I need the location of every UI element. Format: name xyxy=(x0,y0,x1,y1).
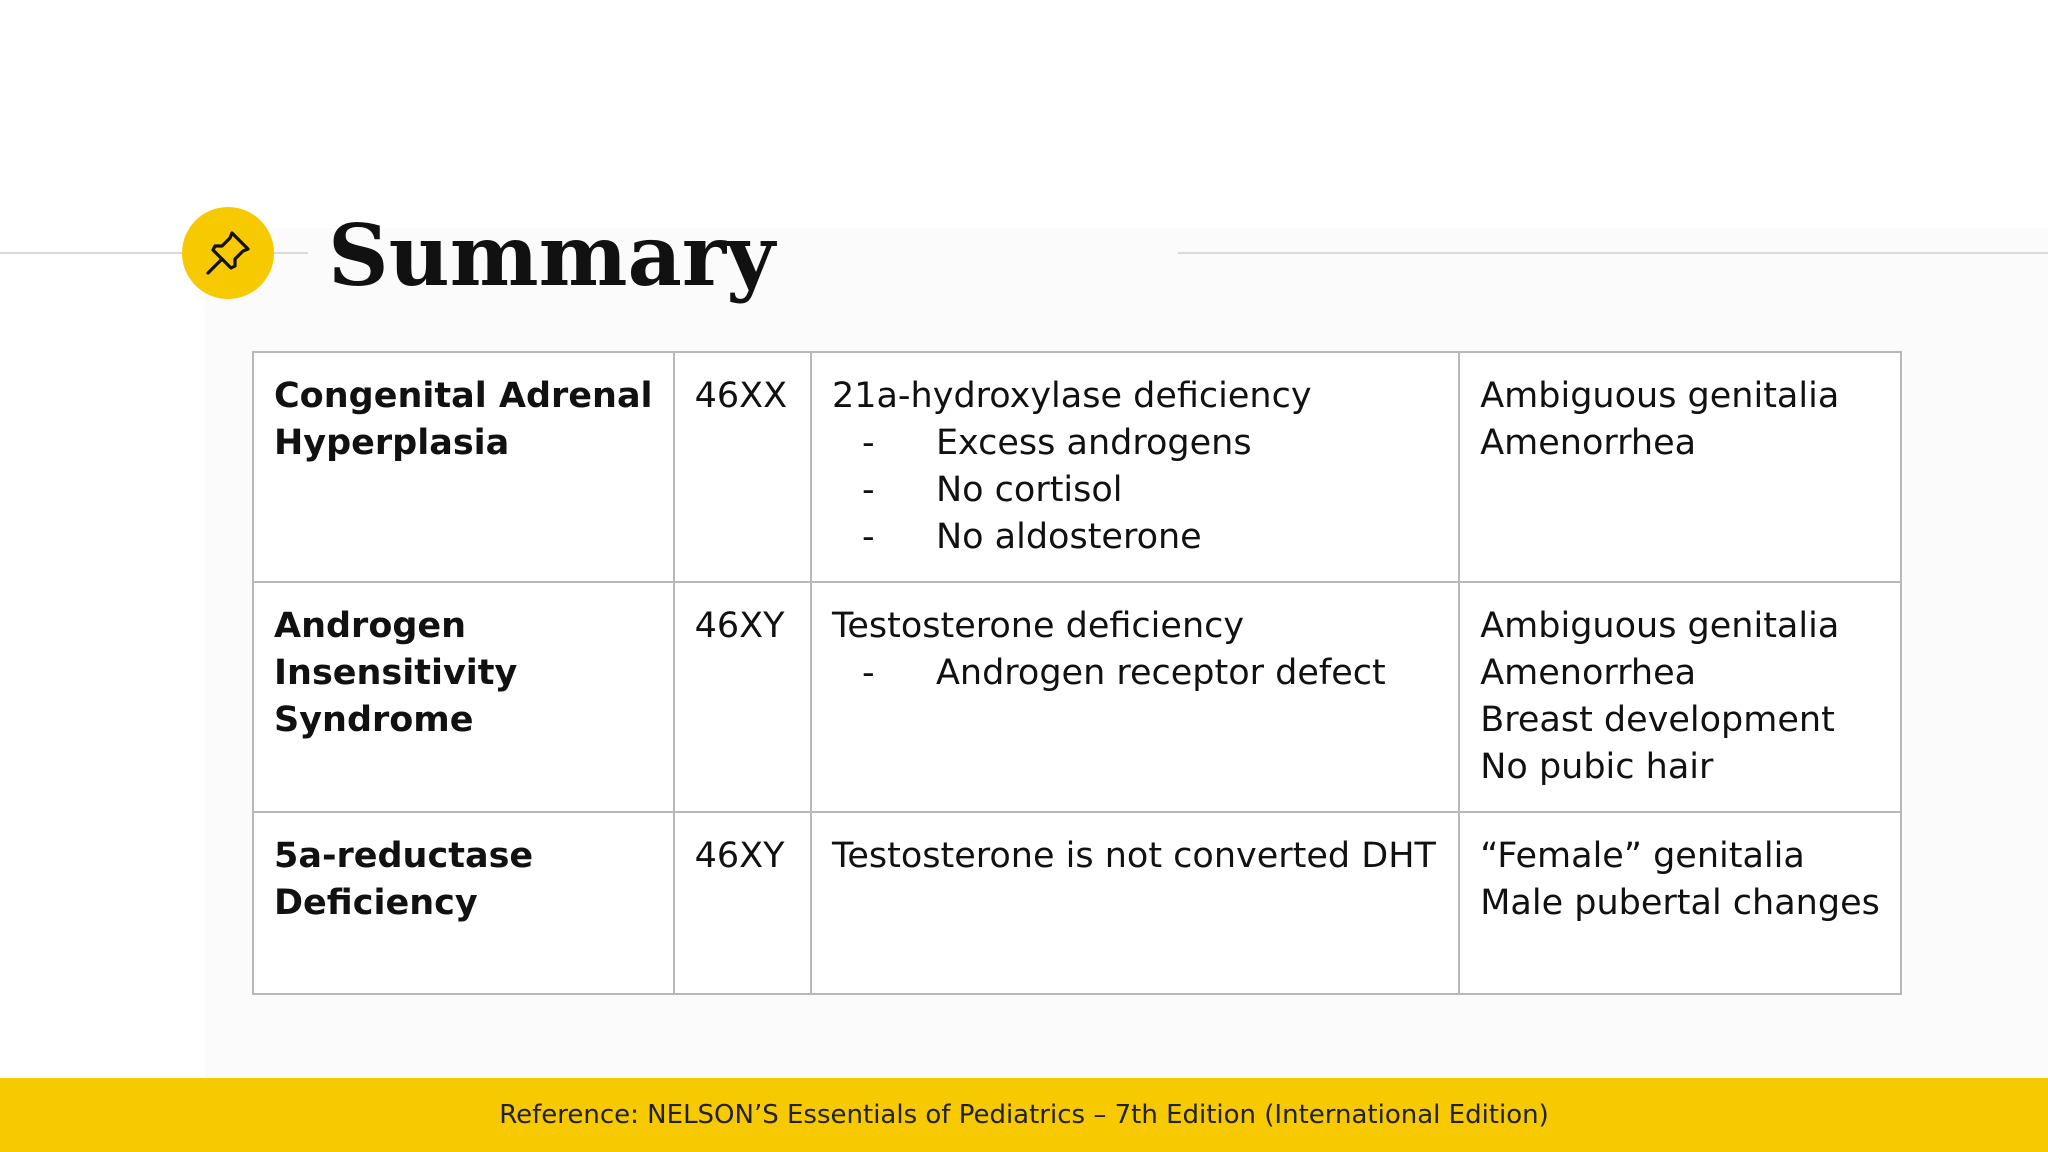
page-title: Summary xyxy=(328,206,775,305)
bullet-dash: - xyxy=(861,423,875,463)
finding-line: “Female” genitalia xyxy=(1480,836,1805,876)
cause-text: 21a-hydroxylase deficiency xyxy=(831,376,1312,416)
condition-cell xyxy=(253,812,674,994)
cause-cell xyxy=(811,582,1459,812)
pushpin-badge xyxy=(182,207,274,299)
condition-line: Deficiency xyxy=(274,883,478,923)
condition-line: 5a-reductase xyxy=(274,836,534,876)
cause-cell xyxy=(811,352,1459,582)
findings-cell xyxy=(1459,582,1901,812)
bullet-text: No cortisol xyxy=(935,470,1123,510)
finding-line: Amenorrhea xyxy=(1480,423,1697,463)
cause-cell xyxy=(811,812,1459,994)
header-rule-right xyxy=(1178,252,2048,254)
table-row xyxy=(253,352,1901,582)
summary-table xyxy=(252,351,1902,995)
findings-cell xyxy=(1459,352,1901,582)
pushpin-icon xyxy=(200,225,256,281)
condition-line: Hyperplasia xyxy=(274,423,510,463)
bullet-text: Androgen receptor defect xyxy=(935,653,1386,693)
bullet-item xyxy=(832,467,1438,514)
condition-cell xyxy=(253,582,674,812)
findings-cell xyxy=(1459,812,1901,994)
karyotype-cell: 46XX xyxy=(674,352,811,582)
table-row xyxy=(253,582,1901,812)
finding-line: Ambiguous genitalia xyxy=(1480,376,1840,416)
finding-line: No pubic hair xyxy=(1480,747,1714,787)
reference-text: Reference: NELSON’S Essentials of Pediatrics – 7th Edition (International Edition) xyxy=(499,1100,1549,1130)
bullet-item xyxy=(832,650,1438,697)
bullet-dash: - xyxy=(861,470,875,510)
bullet-text: No aldosterone xyxy=(935,517,1202,557)
cause-text: Testosterone deficiency xyxy=(831,606,1245,646)
bullet-item xyxy=(832,420,1438,467)
table-row xyxy=(253,812,1901,994)
bullet-dash: - xyxy=(861,517,875,557)
condition-line: Androgen xyxy=(274,606,467,646)
bullet-item xyxy=(832,514,1438,561)
condition-cell xyxy=(253,352,674,582)
karyotype-cell: 46XY xyxy=(674,582,811,812)
bullet-text: Excess androgens xyxy=(935,423,1252,463)
karyotype-cell: 46XY xyxy=(674,812,811,994)
reference-footer xyxy=(0,1078,2048,1152)
condition-line: Congenital Adrenal xyxy=(274,376,653,416)
finding-line: Breast development xyxy=(1480,700,1835,740)
cause-text: Testosterone is not converted DHT xyxy=(831,836,1436,876)
condition-line: Syndrome xyxy=(274,700,474,740)
finding-line: Ambiguous genitalia xyxy=(1480,606,1840,646)
finding-line: Amenorrhea xyxy=(1480,653,1697,693)
finding-line: Male pubertal changes xyxy=(1480,883,1880,923)
condition-line: Insensitivity xyxy=(274,653,518,693)
bullet-dash: - xyxy=(861,653,875,693)
